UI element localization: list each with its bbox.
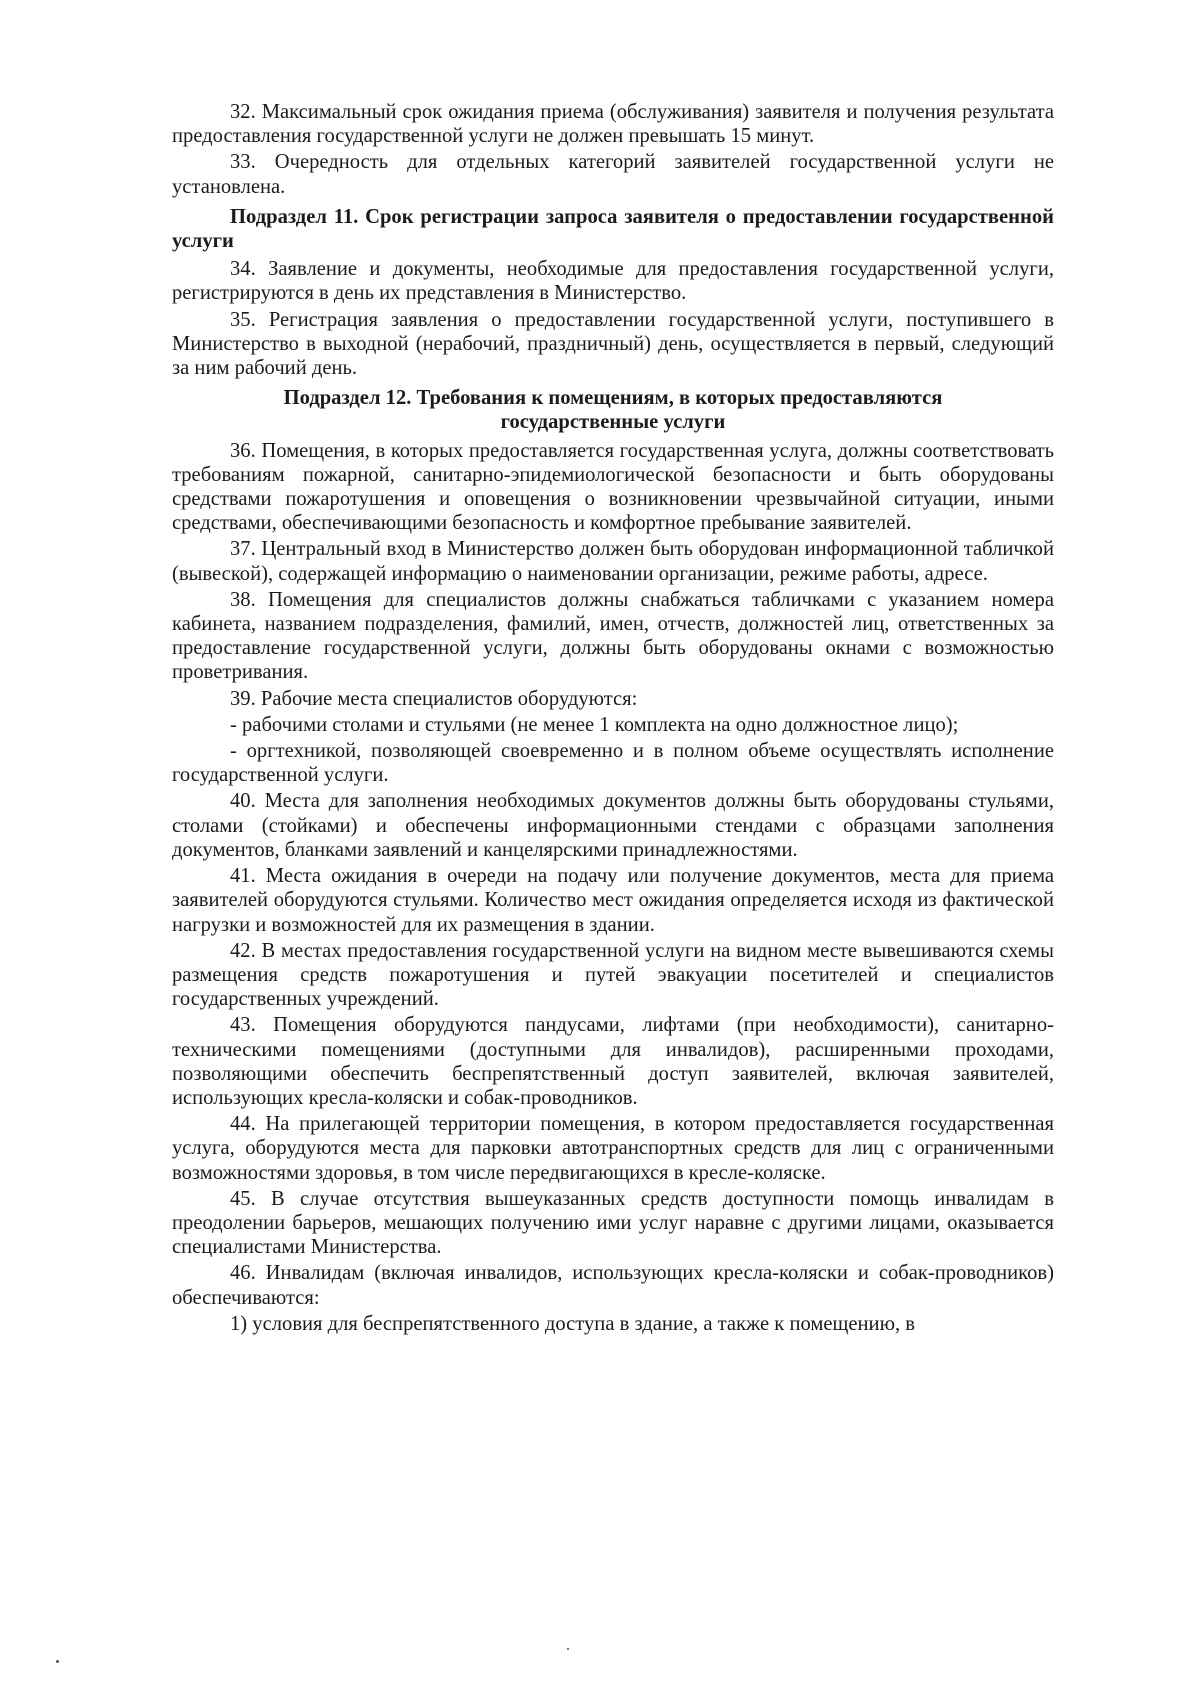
paragraph-43: 43. Помещения оборудуются пандусами, лифтами (при необходимости), санитарно-техническими помещениями (доступными для инвалидов), расширенными проходами, позволяющими обеспечить беспрепятственный доступ заявителей, включая заявителей, использующих кресла-коляски и собак-проводников. <box>172 1014 1054 1109</box>
paragraph-34: 34. Заявление и документы, необходимые для предоставления государственной услуги, регистрируются в день их представления в Министерство. <box>172 258 1054 305</box>
paragraph-37: 37. Центральный вход в Министерство должен быть оборудован информационной табличкой (вывеской), содержащей информацию о наименовании организации, режиме работы, адресе. <box>172 538 1054 585</box>
paragraph-32: 32. Максимальный срок ожидания приема (обслуживания) заявителя и получения результата предоставления государственной услуги не должен превышать 15 минут. <box>172 101 1054 148</box>
paragraph-41: 41. Места ожидания в очереди на подачу или получение документов, места для приема заявителей оборудуются стульями. Количество мест ожидания определяется исходя из фактической нагрузки и возможностей для их размещения в здании. <box>172 865 1054 936</box>
subsection-12-heading: Подраздел 12. Требования к помещениям, в которых предоставляются государственные услуги <box>283 387 943 434</box>
paragraph-39-item-2: - оргтехникой, позволяющей своевременно и в полном объеме осуществлять исполнение государственной услуги. <box>172 740 1054 787</box>
paragraph-39: 39. Рабочие места специалистов оборудуются: <box>230 687 638 710</box>
paragraph-46: 46. Инвалидам (включая инвалидов, использующих кресла-коляски и собак-проводников) обеспечиваются: <box>172 1262 1054 1309</box>
paragraph-40: 40. Места для заполнения необходимых документов должны быть оборудованы стульями, столами (стойками) и обеспечены информационными стендами с образцами заполнения документов, бланками заявлений и канцелярскими принадлежностями. <box>172 790 1054 861</box>
paragraph-46-item-1: 1) условия для беспрепятственного доступа в здание, а также к помещению, в <box>230 1312 915 1335</box>
paragraph-42: 42. В местах предоставления государственной услуги на видном месте вывешиваются схемы размещения средств пожаротушения и путей эвакуации посетителей и специалистов государственных учреждений. <box>172 939 1054 1011</box>
document-page <box>172 100 1054 1336</box>
paragraph-39-item-1: - рабочими столами и стульями (не менее 1 комплекта на одно должностное лицо); <box>230 713 959 736</box>
paragraph-44: 44. На прилегающей территории помещения, в котором предоставляется государственная услуга, оборудуются места для парковки автотранспортных средств для лиц с ограниченными возможностями здоровья, в том числе передвигающихся в кресле-коляске. <box>172 1113 1054 1184</box>
paragraph-36: 36. Помещения, в которых предоставляется государственная услуга, должны соответствовать требованиям пожарной, санитарно-эпидемиологической безопасности и быть оборудованы средствами пожаротушения и оповещения о возникновении чрезвычайной ситуации, иными средствами, обеспечивающими безопасность и комфортное пребывание заявителей. <box>172 439 1054 535</box>
scan-speck <box>56 1660 59 1663</box>
paragraph-35: 35. Регистрация заявления о предоставлении государственной услуги, поступившего в Министерство в выходной (нерабочий, праздничный) день, осуществляется в первый, следующий за ним рабочий день. <box>172 308 1054 380</box>
scan-speck <box>567 1648 569 1650</box>
subsection-11-heading: Подраздел 11. Срок регистрации запроса заявителя о предоставлении государственной услуги <box>172 205 1054 253</box>
paragraph-38: 38. Помещения для специалистов должны снабжаться табличками с указанием номера кабинета, названием подразделения, фамилий, имен, отчеств, должностей лиц, ответственных за предоставление государственной услуги, должны быть оборудованы окнами с возможностью проветривания. <box>172 588 1054 684</box>
paragraph-45: 45. В случае отсутствия вышеуказанных средств доступности помощь инвалидам в преодолении барьеров, мешающих получению ими услуг наравне с другими лицами, оказывается специалистами Министерства. <box>172 1187 1054 1259</box>
paragraph-33: 33. Очередность для отдельных категорий заявителей государственной услуги не установлена. <box>172 151 1054 198</box>
